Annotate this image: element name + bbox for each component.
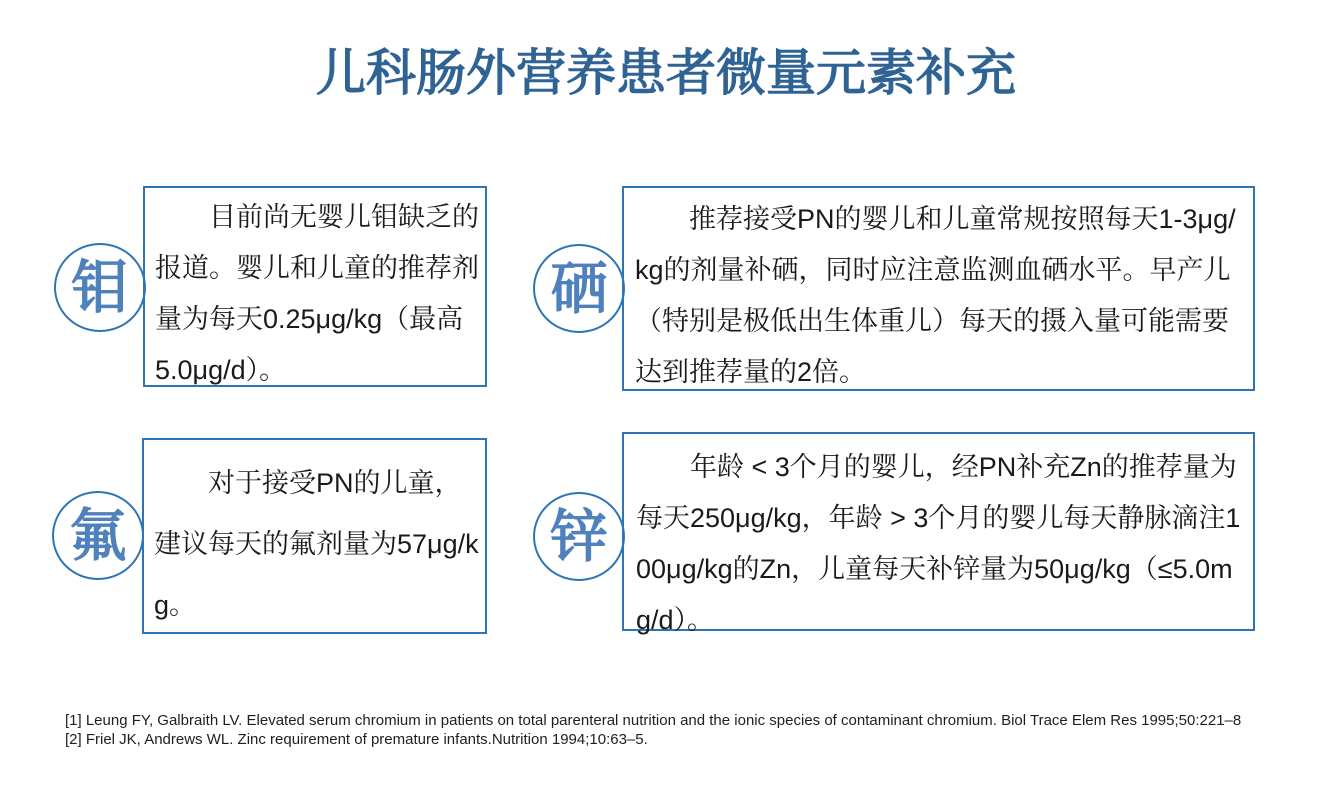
info-box-zinc xyxy=(622,432,1255,635)
element-badge-zinc xyxy=(533,492,625,581)
info-text-zinc: 年龄 < 3个月的婴儿，经PN补充Zn的推荐量为每天250μg/kg，年龄 > 3个月的婴儿每天静脉滴注100μg/kg的Zn，儿童每天补锌量为50μg/kg（≤5.0mg/d）。 xyxy=(636,452,1241,635)
element-badge-selenium xyxy=(533,244,625,333)
element-badge-molybdenum xyxy=(54,243,146,332)
element-glyph-zinc: 锌 xyxy=(550,503,608,570)
element-glyph-selenium: 硒 xyxy=(550,255,608,322)
info-text-fluorine: 对于接受PN的儿童，建议每天的氟剂量为57μg/kg。 xyxy=(154,468,479,620)
reference-item-2: [2] Friel JK, Andrews WL. Zinc requirement of premature infants.Nutrition 1994;10:63–5. xyxy=(65,731,648,748)
info-box-fluorine xyxy=(142,438,487,634)
info-text-molybdenum: 目前尚无婴儿钼缺乏的报道。婴儿和儿童的推荐剂量为每天0.25μg/kg（最高5.0μg/d）。 xyxy=(155,202,479,385)
info-box-selenium xyxy=(622,186,1255,391)
element-glyph-molybdenum: 钼 xyxy=(71,254,129,321)
element-glyph-fluorine: 氟 xyxy=(69,502,127,569)
info-box-molybdenum xyxy=(143,186,487,387)
reference-item-1: [1] Leung FY, Galbraith LV. Elevated serum chromium in patients on total parenteral nutrition and the ionic species of contaminant chromium. Biol Trace Elem Res 1995;50:221–8 xyxy=(65,712,1242,729)
slide-title: 儿科肠外营养患者微量元素补充 xyxy=(316,45,1016,101)
element-badge-fluorine xyxy=(52,491,144,580)
info-text-selenium: 推荐接受PN的婴儿和儿童常规按照每天1-3μg/kg的剂量补硒，同时应注意监测血硒水平。早产儿（特别是极低出生体重儿）每天的摄入量可能需要达到推荐量的2倍。 xyxy=(635,204,1236,387)
reference-list xyxy=(65,711,1241,749)
